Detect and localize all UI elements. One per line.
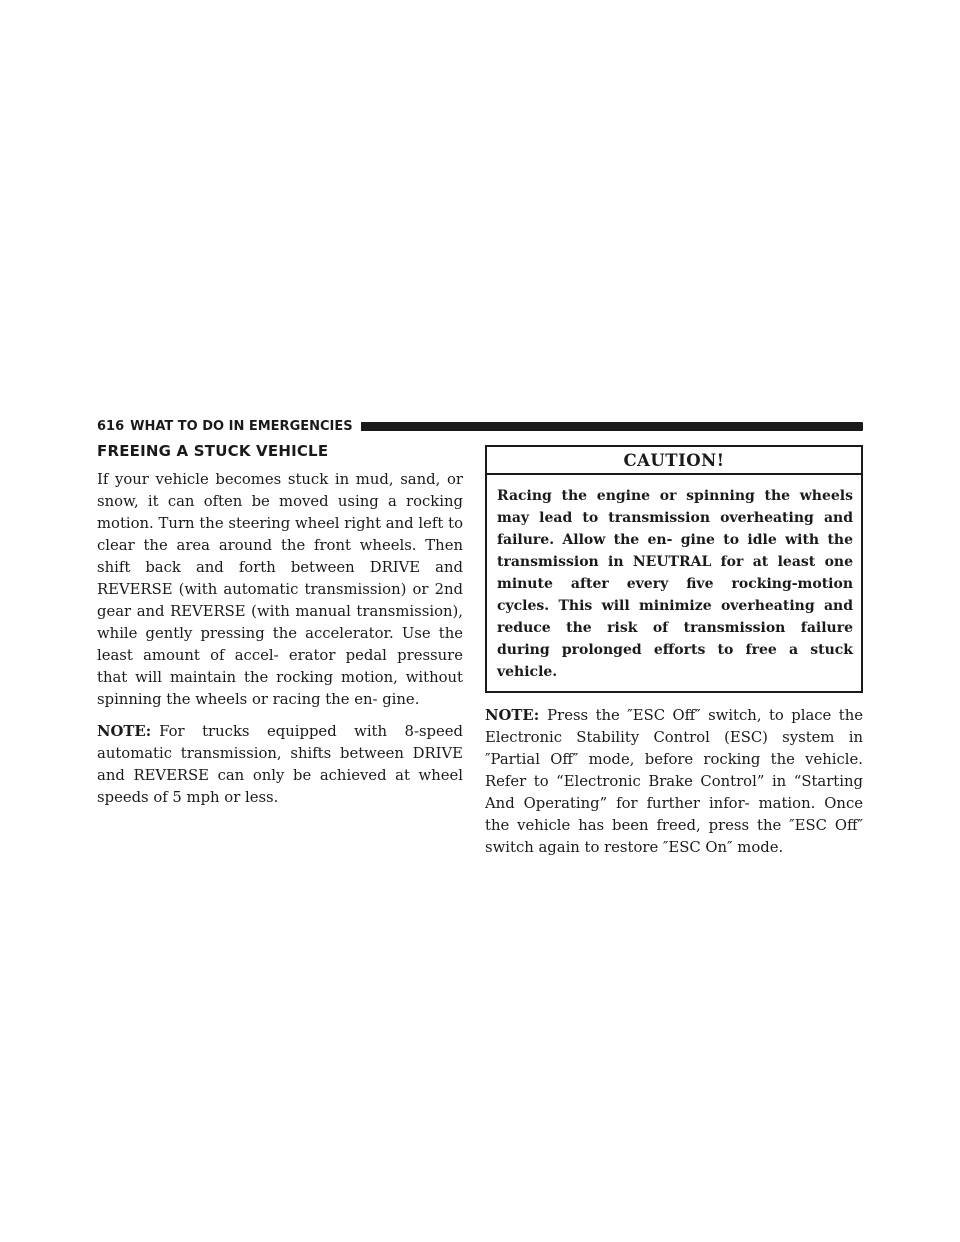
left-column [97,442,463,819]
caution-title: CAUTION! [487,447,861,475]
header-rule [361,422,863,431]
body-paragraph: If your vehicle becomes stuck in mud, sand, or snow, it can often be moved using a rocking motion. Turn the steering wheel right and left to clear the area around the front wheels. Then shift back and forth between DRIVE and REVERSE (with automatic transmission) or 2nd gear and REVERSE (with manual transmission), while gently pressing the accelerator. Use the least amount of accel- erator pedal pressure that will maintain the rocking motion, without spinning the wheels or racing the en- gine. [97,471,463,708]
note-paragraph [485,705,863,859]
note-label: NOTE: [485,707,540,724]
note-paragraph [97,721,463,809]
section-title: WHAT TO DO IN EMERGENCIES [130,418,353,434]
caution-box [485,445,863,693]
note-text: Press the ″ESC Off″ switch, to place the Electronic Stability Control (ESC) system in ″Partial Off″ mode, before rocking the vehicle. Refer to “Electronic Brake Control” in “Starting And Operating” for further infor- mation. Once the vehicle has been freed, press the ″ESC Off″ switch again to restore ″ESC On″ mode. [485,707,863,856]
caution-text: Racing the engine or spinning the wheels may lead to transmission overheating and failure. Allow the en- gine to idle with the transmission in NEUTRAL for at least one minute after every five rocking-motion cycles. This will minimize overheating and reduce the risk of transmission failure during prolonged efforts to free a stuck vehicle. [497,488,853,680]
page-number: 616 [97,418,125,434]
note-label: NOTE: [97,723,152,740]
page-header [97,417,863,435]
section-heading: FREEING A STUCK VEHICLE [97,442,329,460]
note-text: For trucks equipped with 8-speed automatic transmission, shifts between DRIVE and REVERSE can only be achieved at wheel speeds of 5 mph or less. [97,723,463,806]
right-column [485,445,863,869]
